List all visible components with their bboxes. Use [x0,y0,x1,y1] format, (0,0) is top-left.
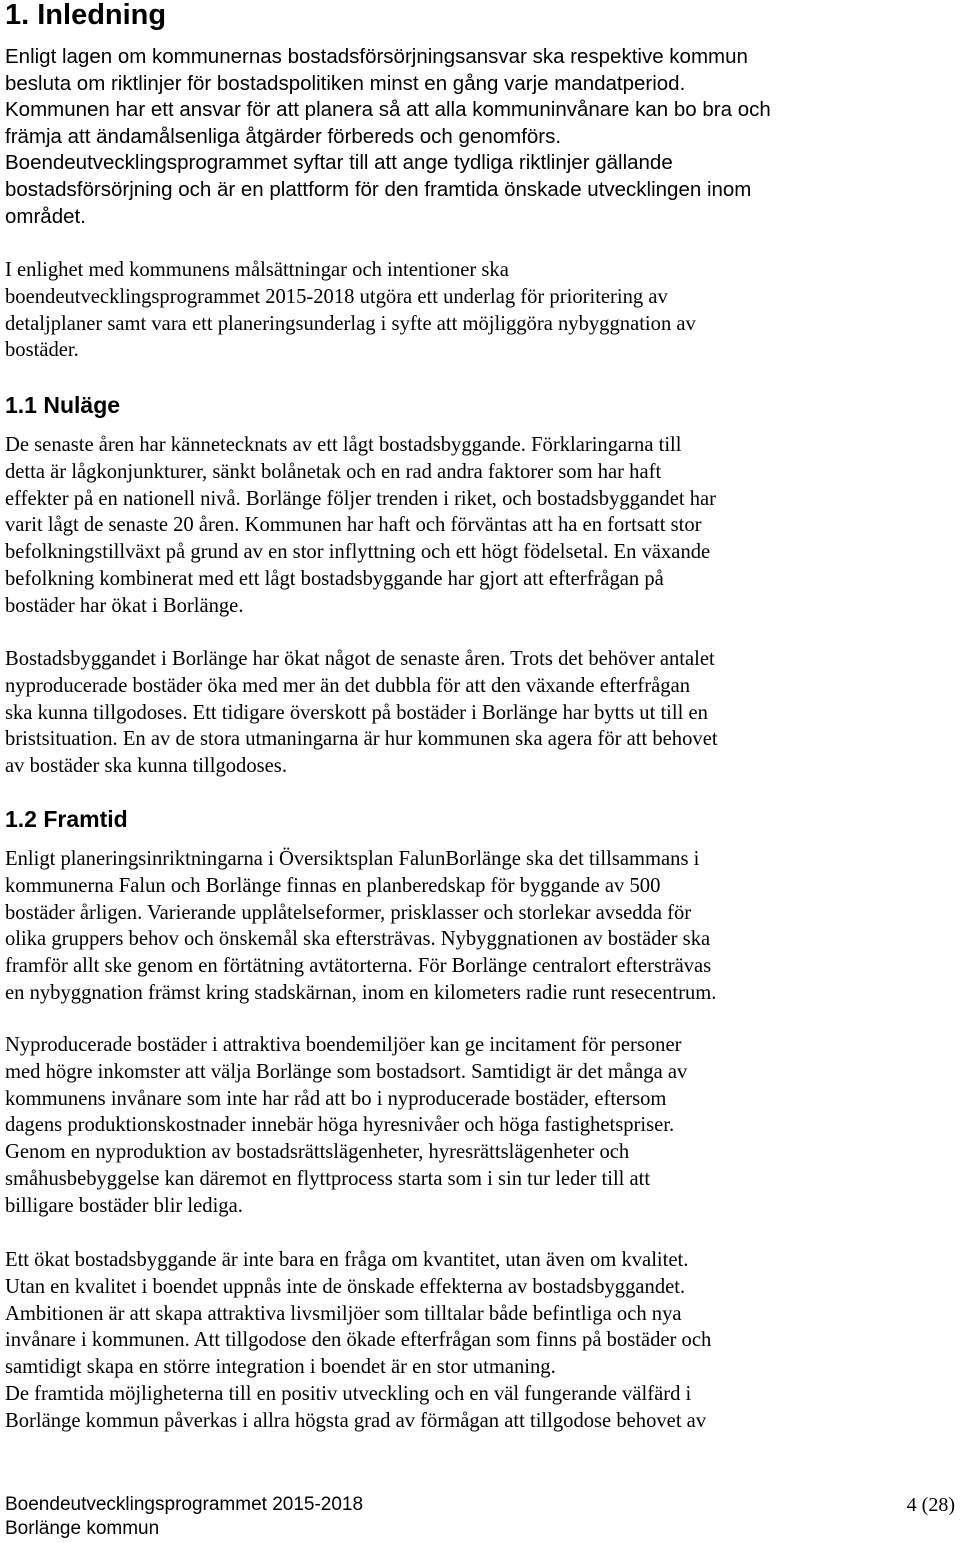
text-line: en nybyggnation främst kring stadskärnan, inom en kilometers radie runt resecentrum. [5,981,717,1004]
text-line: De framtida möjligheterna till en positiv utveckling och en väl fungerande välfärd i [5,1382,692,1405]
text-line: bristsituation. En av de stora utmaningarna är hur kommunen ska agera för att behovet [5,728,718,751]
intro-paragraph [5,44,955,230]
page-heading: 1. Inledning [5,0,167,31]
text-line: kommunens invånare som inte har råd att bo i nyproducerade bostäder, eftersom [5,1087,667,1110]
text-line: småhusbebyggelse kan däremot en flyttprocess starta som i sin tur leder till att [5,1167,651,1190]
text-line: nyproducerade bostäder öka med mer än det dubbla för att den växande efterfrågan [5,674,691,697]
text-line: boendeutvecklingsprogrammet 2015-2018 utgöra ett underlag för prioritering av [5,285,668,308]
page-number: 4 (28) [906,1494,955,1516]
text-line: området. [5,204,86,228]
text-line: med högre inkomster att välja Borlänge som bostadsort. Samtidigt är det många av [5,1060,688,1083]
text-line: Ett ökat bostadsbyggande är inte bara en fråga om kvantitet, utan även om kvalitet. [5,1249,689,1271]
text-line: I enlighet med kommunens målsättningar och intentioner ska [5,259,509,281]
text-line: olika gruppers behov och önskemål ska eftersträvas. Nybyggnationen av bostäder ska [5,928,711,951]
text-line: bostäder årligen. Varierande upplåtelseformer, prisklasser och storlekar avsedda för [5,901,692,924]
text-line: Kommunen har ett ansvar för att planera så att alla kommuninvånare kan bo bra och [5,98,771,122]
text-line: besluta om riktlinjer för bostadspolitiken minst en gång varje mandatperiod. [5,71,686,95]
text-line: av bostäder ska kunna tillgodoses. [5,755,287,778]
text-line: bostäder. [5,339,79,362]
text-line: Boendeutvecklingsprogrammet syftar till att ange tydliga riktlinjer gällande [5,151,673,175]
text-line: Nyproducerade bostäder i attraktiva boendemiljöer kan ge incitament för personer [5,1034,682,1056]
text-line: Borlänge kommun påverkas i allra högsta grad av förmågan att tillgodose behovet av [5,1409,707,1432]
text-line: befolkningstillväxt på grund av en stor inflyttning och ett högt födelsetal. En växande [5,541,711,564]
footer-document-title: Boendeutvecklingsprogrammet 2015-2018 [5,1494,364,1515]
text-line: bostäder har ökat i Borlänge. [5,594,244,617]
text-line: Enligt lagen om kommunernas bostadsförsörjningsansvar ska respektive kommun [5,45,748,68]
text-line: varit lågt de senaste 20 åren. Kommunen har haft och förväntas att ha en fortsatt stor [5,514,702,537]
text-line: bostadsförsörjning och är en plattform för den framtida önskade utvecklingen inom [5,177,752,201]
section-heading-nulage: 1.1 Nuläge [5,392,121,418]
text-line: detaljplaner samt vara ett planeringsunderlag i syfte att möjliggöra nybyggnation av [5,312,696,335]
text-line: befolkning kombinerat med ett lågt bostadsbyggande har gjort att efterfrågan på [5,567,664,590]
text-line: effekter på en nationell nivå. Borlänge följer trenden i riket, och bostadsbyggandet har [5,487,716,510]
footer-organization: Borlänge kommun [5,1518,160,1539]
page-footer [5,1493,955,1541]
text-line: ska kunna tillgodoses. Ett tidigare överskott på bostäder i Borlänge har bytts ut till en [5,701,708,724]
text-line: billigare bostäder blir lediga. [5,1194,243,1217]
text-line: främja att ändamålsenliga åtgärder förbereds och genomförs. [5,124,562,148]
section-heading-framtid: 1.2 Framtid [5,806,128,832]
intro-paragraph-2 [5,257,955,364]
text-line: dagens produktionskostnader innebär höga hyresnivåer och höga fastighetspriser. [5,1114,675,1137]
text-line: De senaste åren har kännetecknats av ett lågt bostadsbyggande. Förklaringarna till [5,434,682,456]
text-line: Ambitionen är att skapa attraktiva livsmiljöer som tilltalar både befintliga och nya [5,1302,682,1325]
text-line: kommunerna Falun och Borlänge finnas en planberedskap för byggande av 500 [5,874,661,897]
framtid-paragraph-2 [5,1032,955,1220]
text-line: invånare i kommunen. Att tillgodose den ökade efterfrågan som finns på bostäder och [5,1329,712,1352]
text-line: samtidigt skapa en större integration i boendet är en stor utmaning. [5,1356,556,1379]
text-line: Enligt planeringsinriktningarna i Översiktsplan FalunBorlänge ska det tillsammans i [5,848,700,870]
framtid-paragraph-3 [5,1247,955,1435]
framtid-paragraph-1 [5,846,955,1007]
text-line: Utan en kvalitet i boendet uppnås inte de önskade effekterna av bostadsbyggandet. [5,1275,686,1298]
text-line: detta är lågkonjunkturer, sänkt bolånetak och en rad andra faktorer som har haft [5,460,662,483]
nulage-paragraph-1 [5,432,955,620]
text-line: framför allt ske genom en förtätning avtätorterna. För Borlänge centralort eftersträvas [5,955,712,978]
text-line: Genom en nyproduktion av bostadsrättslägenheter, hyresrättslägenheter och [5,1141,630,1164]
text-line: Bostadsbyggandet i Borlänge har ökat något de senaste åren. Trots det behöver antalet [5,648,715,670]
nulage-paragraph-2 [5,646,955,780]
